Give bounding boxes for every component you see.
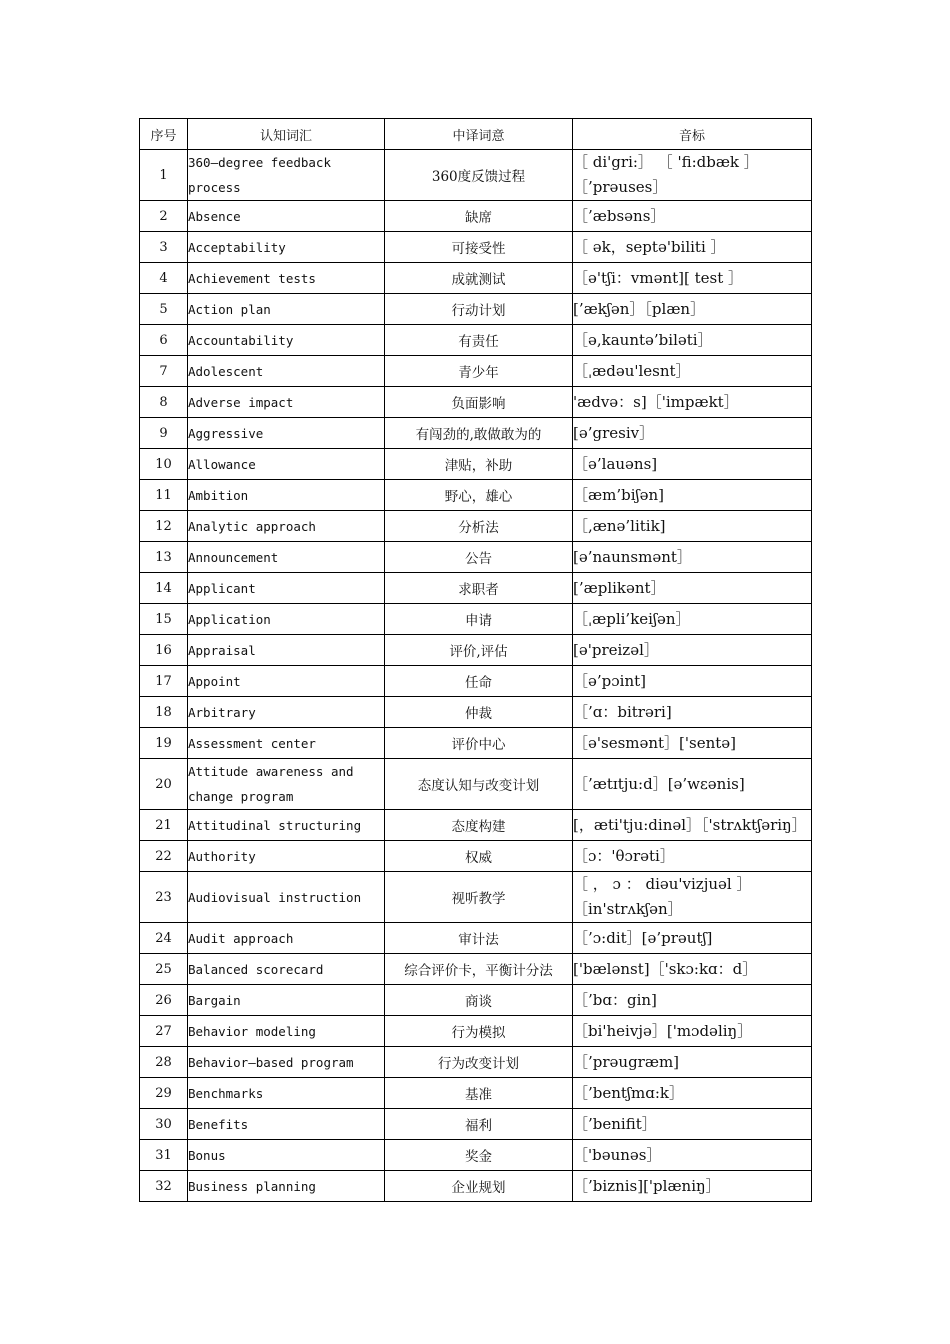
translation-cell: 缺席 bbox=[385, 201, 573, 232]
table-row bbox=[140, 150, 812, 201]
term-cell: Bonus bbox=[188, 1140, 385, 1171]
row-number: 17 bbox=[140, 666, 188, 697]
table-body bbox=[140, 150, 812, 1202]
translation-cell: 行动计划 bbox=[385, 294, 573, 325]
row-number: 1 bbox=[140, 150, 188, 201]
vocabulary-table bbox=[139, 118, 812, 1202]
row-number: 20 bbox=[140, 759, 188, 810]
translation-cell: 态度认知与改变计划 bbox=[385, 759, 573, 810]
table-row bbox=[140, 1078, 812, 1109]
table-row bbox=[140, 1171, 812, 1202]
term-cell: 360—degree feedback process bbox=[188, 150, 385, 201]
translation-cell: 基准 bbox=[385, 1078, 573, 1109]
phonetic-cell: ［’biznis]['plæniŋ］ bbox=[573, 1171, 812, 1202]
table-row bbox=[140, 449, 812, 480]
row-number: 18 bbox=[140, 697, 188, 728]
term-cell: Analytic approach bbox=[188, 511, 385, 542]
term-cell: Authority bbox=[188, 841, 385, 872]
header-term: 认知词汇 bbox=[188, 119, 385, 150]
row-number: 7 bbox=[140, 356, 188, 387]
term-cell: Allowance bbox=[188, 449, 385, 480]
translation-cell: 行为改变计划 bbox=[385, 1047, 573, 1078]
translation-cell: 津贴，补助 bbox=[385, 449, 573, 480]
table-row bbox=[140, 759, 812, 810]
phonetic-cell: ［’æbsəns］ bbox=[573, 201, 812, 232]
phonetic-cell: ［ə'tʃi：vmənt][ test ］ bbox=[573, 263, 812, 294]
table-row bbox=[140, 325, 812, 356]
phonetic-cell: ［'bəunəs］ bbox=[573, 1140, 812, 1171]
row-number: 4 bbox=[140, 263, 188, 294]
table-row bbox=[140, 635, 812, 666]
term-cell: Absence bbox=[188, 201, 385, 232]
phonetic-cell: ［’benifit］ bbox=[573, 1109, 812, 1140]
table-row bbox=[140, 387, 812, 418]
phonetic-cell: ［æm’biʃən] bbox=[573, 480, 812, 511]
row-number: 16 bbox=[140, 635, 188, 666]
translation-cell: 审计法 bbox=[385, 923, 573, 954]
table-row bbox=[140, 1016, 812, 1047]
term-cell: Ambition bbox=[188, 480, 385, 511]
row-number: 11 bbox=[140, 480, 188, 511]
term-cell: Behavior—based program bbox=[188, 1047, 385, 1078]
row-number: 10 bbox=[140, 449, 188, 480]
term-cell: Acceptability bbox=[188, 232, 385, 263]
phonetic-cell: ［ˌæpli’keiʃən］ bbox=[573, 604, 812, 635]
phonetic-cell: [，æti'tju:dinəl］［'strʌktʃəriŋ］ bbox=[573, 810, 812, 841]
row-number: 5 bbox=[140, 294, 188, 325]
phonetic-cell: ［ə’pɔint] bbox=[573, 666, 812, 697]
table-row bbox=[140, 604, 812, 635]
phonetic-cell: [ə’gresiv］ bbox=[573, 418, 812, 449]
term-cell: Benefits bbox=[188, 1109, 385, 1140]
translation-cell: 分析法 bbox=[385, 511, 573, 542]
row-number: 13 bbox=[140, 542, 188, 573]
table-row bbox=[140, 480, 812, 511]
row-number: 28 bbox=[140, 1047, 188, 1078]
table-row bbox=[140, 418, 812, 449]
translation-cell: 权威 bbox=[385, 841, 573, 872]
translation-cell: 任命 bbox=[385, 666, 573, 697]
row-number: 22 bbox=[140, 841, 188, 872]
row-number: 32 bbox=[140, 1171, 188, 1202]
phonetic-cell: ［ə,kauntə’biləti］ bbox=[573, 325, 812, 356]
table-row bbox=[140, 542, 812, 573]
translation-cell: 企业规划 bbox=[385, 1171, 573, 1202]
phonetic-cell: ［’bɑ：gin] bbox=[573, 985, 812, 1016]
row-number: 23 bbox=[140, 872, 188, 923]
table-row bbox=[140, 294, 812, 325]
table-row bbox=[140, 356, 812, 387]
term-cell: Bargain bbox=[188, 985, 385, 1016]
translation-cell: 视听教学 bbox=[385, 872, 573, 923]
table-row bbox=[140, 985, 812, 1016]
translation-cell: 行为模拟 bbox=[385, 1016, 573, 1047]
table-row bbox=[140, 573, 812, 604]
table-row bbox=[140, 201, 812, 232]
phonetic-cell: ［’ɔ:dit］[ə’prəutʃ] bbox=[573, 923, 812, 954]
translation-cell: 负面影响 bbox=[385, 387, 573, 418]
row-number: 15 bbox=[140, 604, 188, 635]
phonetic-cell: [ə'preizəl］ bbox=[573, 635, 812, 666]
row-number: 8 bbox=[140, 387, 188, 418]
term-cell: Balanced scorecard bbox=[188, 954, 385, 985]
phonetic-cell: ［ di'gri:］ ［ 'fi:dbæk ］［’prəuses］ bbox=[573, 150, 812, 201]
table-row bbox=[140, 263, 812, 294]
term-cell: Appraisal bbox=[188, 635, 385, 666]
translation-cell: 态度构建 bbox=[385, 810, 573, 841]
translation-cell: 评价中心 bbox=[385, 728, 573, 759]
phonetic-cell: ［ə’lauəns] bbox=[573, 449, 812, 480]
translation-cell: 评价,评估 bbox=[385, 635, 573, 666]
phonetic-cell: ［’ætɪtju:d］[ə’wεənis] bbox=[573, 759, 812, 810]
table-row bbox=[140, 1047, 812, 1078]
term-cell: Audit approach bbox=[188, 923, 385, 954]
translation-cell: 仲裁 bbox=[385, 697, 573, 728]
table-row bbox=[140, 954, 812, 985]
row-number: 2 bbox=[140, 201, 188, 232]
table-row bbox=[140, 1109, 812, 1140]
phonetic-cell: 'ædvə：s]［'impækt］ bbox=[573, 387, 812, 418]
term-cell: Applicant bbox=[188, 573, 385, 604]
header-row bbox=[140, 119, 812, 150]
phonetic-cell: ［’ɑ：bitrəri] bbox=[573, 697, 812, 728]
table-row bbox=[140, 810, 812, 841]
term-cell: Arbitrary bbox=[188, 697, 385, 728]
row-number: 24 bbox=[140, 923, 188, 954]
table-row bbox=[140, 697, 812, 728]
term-cell: Announcement bbox=[188, 542, 385, 573]
term-cell: Achievement tests bbox=[188, 263, 385, 294]
row-number: 14 bbox=[140, 573, 188, 604]
row-number: 21 bbox=[140, 810, 188, 841]
header-number: 序号 bbox=[140, 119, 188, 150]
term-cell: Action plan bbox=[188, 294, 385, 325]
translation-cell: 青少年 bbox=[385, 356, 573, 387]
row-number: 29 bbox=[140, 1078, 188, 1109]
term-cell: Assessment center bbox=[188, 728, 385, 759]
header-translation: 中译词意 bbox=[385, 119, 573, 150]
translation-cell: 综合评价卡，平衡计分法 bbox=[385, 954, 573, 985]
table-row bbox=[140, 666, 812, 697]
table-row bbox=[140, 232, 812, 263]
translation-cell: 商谈 bbox=[385, 985, 573, 1016]
translation-cell: 申请 bbox=[385, 604, 573, 635]
table-row bbox=[140, 728, 812, 759]
translation-cell: 有责任 bbox=[385, 325, 573, 356]
phonetic-cell: ［ ək，septə'biliti ］ bbox=[573, 232, 812, 263]
table-row bbox=[140, 923, 812, 954]
phonetic-cell: ［ ， ɔ ： diəu'vizjuəl ］［in'strʌkʃən］ bbox=[573, 872, 812, 923]
translation-cell: 野心，雄心 bbox=[385, 480, 573, 511]
term-cell: Adverse impact bbox=[188, 387, 385, 418]
term-cell: Audiovisual instruction bbox=[188, 872, 385, 923]
term-cell: Attitudinal structuring bbox=[188, 810, 385, 841]
phonetic-cell: ［’bentʃmɑ:k］ bbox=[573, 1078, 812, 1109]
translation-cell: 可接受性 bbox=[385, 232, 573, 263]
row-number: 9 bbox=[140, 418, 188, 449]
term-cell: Attitude awareness and change program bbox=[188, 759, 385, 810]
term-cell: Aggressive bbox=[188, 418, 385, 449]
term-cell: Benchmarks bbox=[188, 1078, 385, 1109]
translation-cell: 360度反馈过程 bbox=[385, 150, 573, 201]
phonetic-cell: ［ə'sesmənt］['sentə] bbox=[573, 728, 812, 759]
phonetic-cell: [’æplikənt］ bbox=[573, 573, 812, 604]
table-row bbox=[140, 1140, 812, 1171]
row-number: 25 bbox=[140, 954, 188, 985]
translation-cell: 公告 bbox=[385, 542, 573, 573]
table-row bbox=[140, 511, 812, 542]
row-number: 12 bbox=[140, 511, 188, 542]
table-row bbox=[140, 872, 812, 923]
phonetic-cell: ['bælənst]［'skɔ:kɑ：d］ bbox=[573, 954, 812, 985]
phonetic-cell: ［,ænə’litik] bbox=[573, 511, 812, 542]
translation-cell: 成就测试 bbox=[385, 263, 573, 294]
row-number: 19 bbox=[140, 728, 188, 759]
phonetic-cell: ［ˌædəu'lesnt］ bbox=[573, 356, 812, 387]
translation-cell: 福利 bbox=[385, 1109, 573, 1140]
term-cell: Accountability bbox=[188, 325, 385, 356]
row-number: 3 bbox=[140, 232, 188, 263]
term-cell: Appoint bbox=[188, 666, 385, 697]
table-row bbox=[140, 841, 812, 872]
row-number: 26 bbox=[140, 985, 188, 1016]
header-phonetic: 音标 bbox=[573, 119, 812, 150]
term-cell: Behavior modeling bbox=[188, 1016, 385, 1047]
row-number: 31 bbox=[140, 1140, 188, 1171]
phonetic-cell: ［’prəugræm] bbox=[573, 1047, 812, 1078]
translation-cell: 奖金 bbox=[385, 1140, 573, 1171]
term-cell: Application bbox=[188, 604, 385, 635]
row-number: 27 bbox=[140, 1016, 188, 1047]
row-number: 30 bbox=[140, 1109, 188, 1140]
phonetic-cell: ［bi'heivjə］['mɔdəliŋ］ bbox=[573, 1016, 812, 1047]
phonetic-cell: ［ɔ：'θɔrəti］ bbox=[573, 841, 812, 872]
phonetic-cell: [ə’naunsmənt］ bbox=[573, 542, 812, 573]
term-cell: Business planning bbox=[188, 1171, 385, 1202]
translation-cell: 求职者 bbox=[385, 573, 573, 604]
translation-cell: 有闯劲的,敢做敢为的 bbox=[385, 418, 573, 449]
term-cell: Adolescent bbox=[188, 356, 385, 387]
phonetic-cell: [’ækʃən］［plæn］ bbox=[573, 294, 812, 325]
row-number: 6 bbox=[140, 325, 188, 356]
